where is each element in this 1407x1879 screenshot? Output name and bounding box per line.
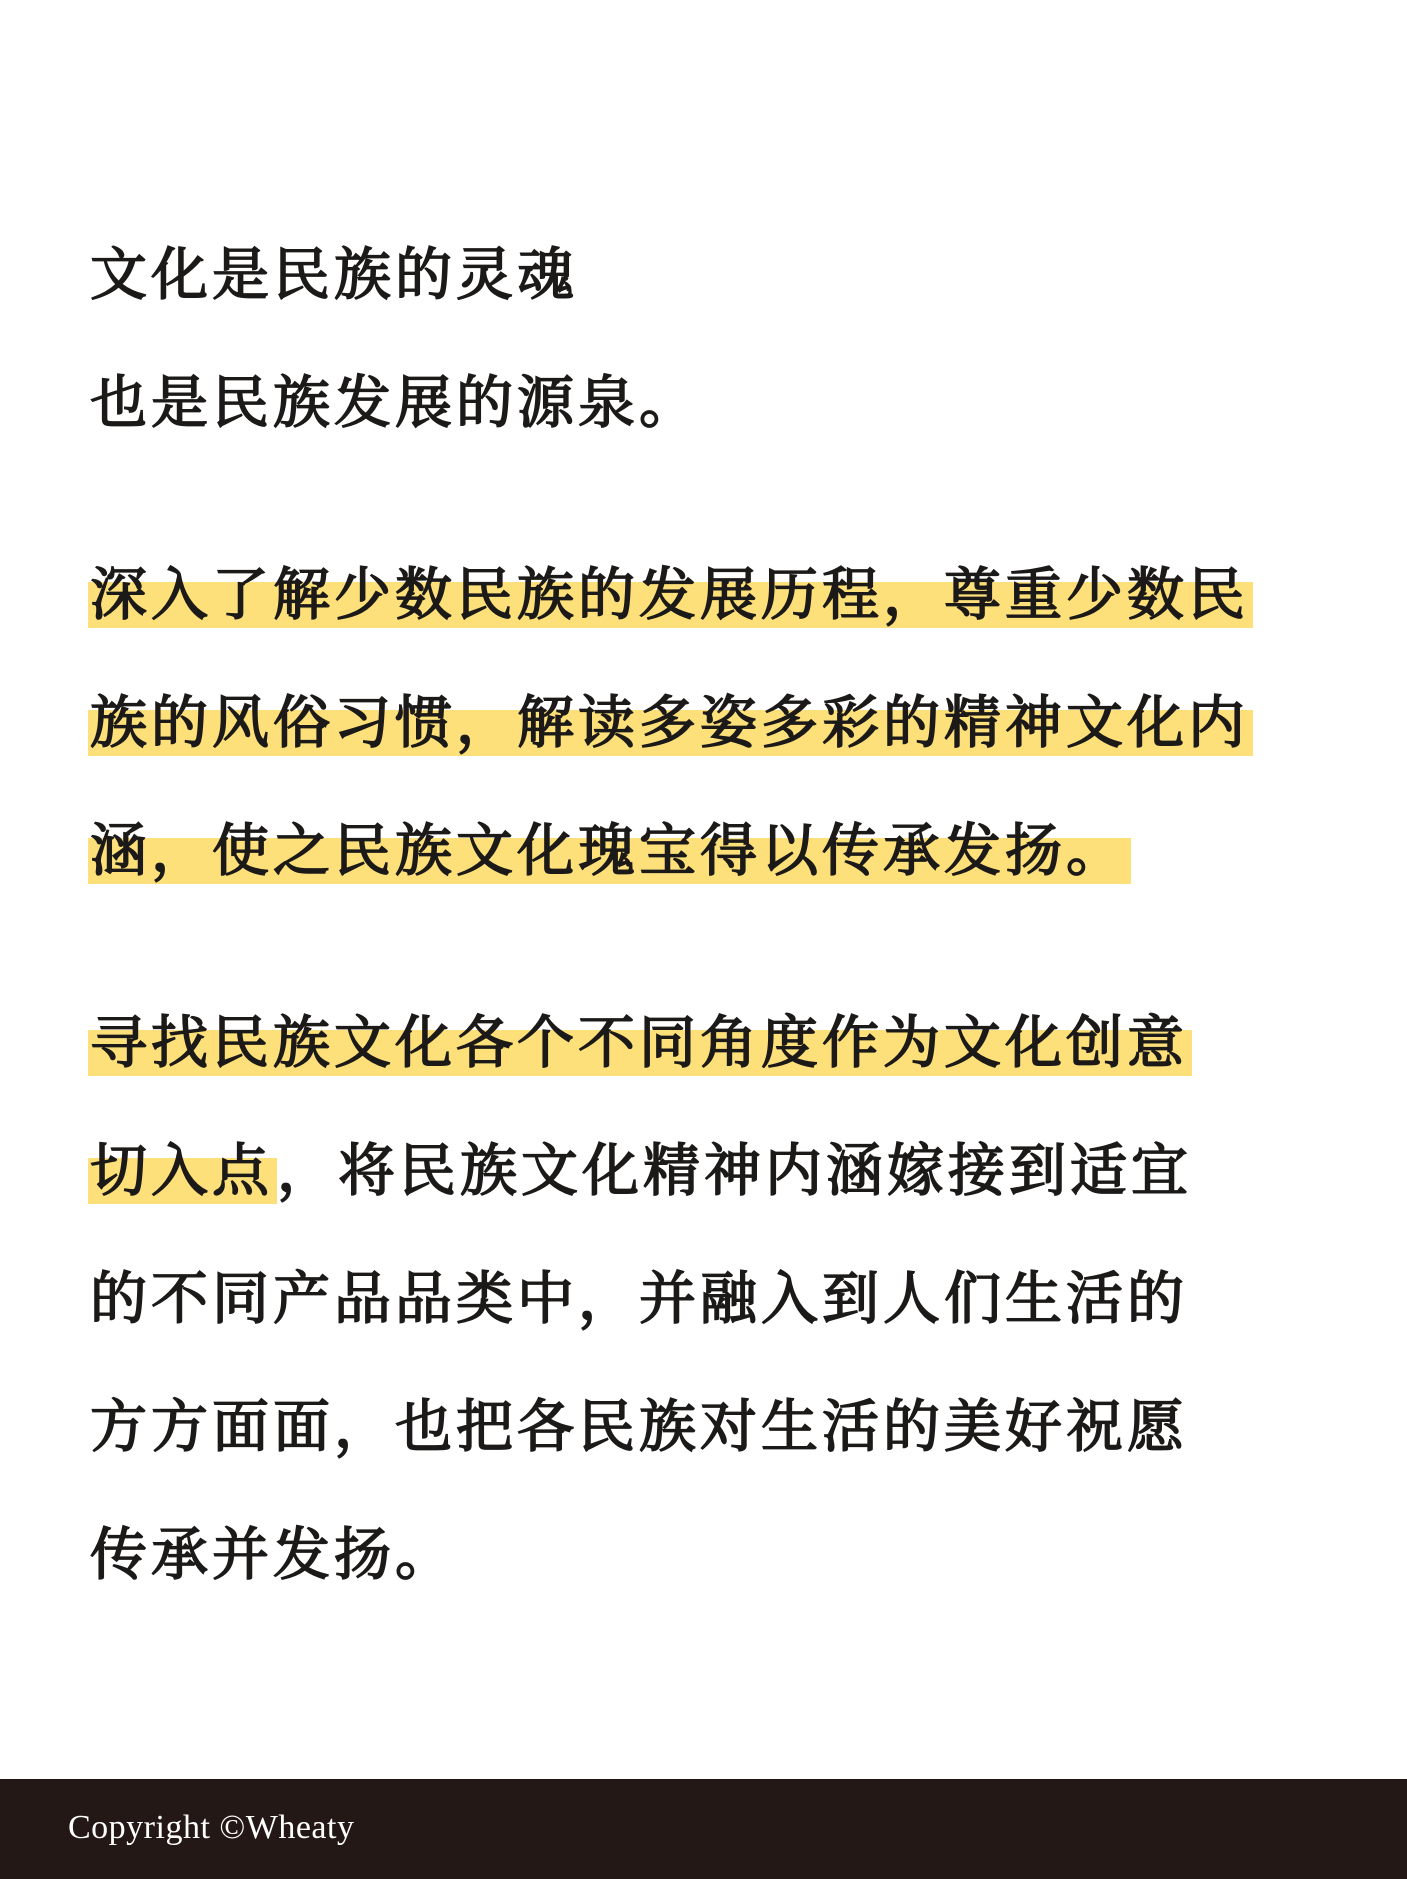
highlighted-text: 族的风俗习惯，解读多姿多彩的精神文化内	[88, 690, 1253, 756]
paragraph1-line-2	[90, 688, 1253, 758]
paragraph1-line-1	[90, 560, 1253, 630]
copyright-text: Copyright ©Wheaty	[68, 1809, 355, 1846]
paragraph2-line-5: 传承并发扬。	[90, 1522, 456, 1588]
footer-bar	[0, 1779, 1407, 1879]
paragraph2-line-2	[90, 1136, 1192, 1206]
highlighted-text: 切入点	[88, 1138, 277, 1204]
paragraph-text: ，将民族文化精神内涵嫁接到适宜	[277, 1138, 1192, 1204]
paragraph2-line-3: 的不同产品品类中，并融入到人们生活的	[90, 1266, 1188, 1332]
paragraph2-line-4: 方方面面，也把各民族对生活的美好祝愿	[90, 1394, 1188, 1460]
highlighted-text: 深入了解少数民族的发展历程，尊重少数民	[88, 562, 1253, 628]
highlighted-text: 寻找民族文化各个不同角度作为文化创意	[88, 1010, 1192, 1076]
heading-line-1: 文化是民族的灵魂	[90, 242, 578, 308]
heading-line-2: 也是民族发展的源泉。	[90, 370, 700, 436]
highlighted-text: 涵，使之民族文化瑰宝得以传承发扬。	[88, 818, 1131, 884]
paragraph1-line-3	[90, 816, 1131, 886]
paragraph2-line-1	[90, 1008, 1192, 1078]
